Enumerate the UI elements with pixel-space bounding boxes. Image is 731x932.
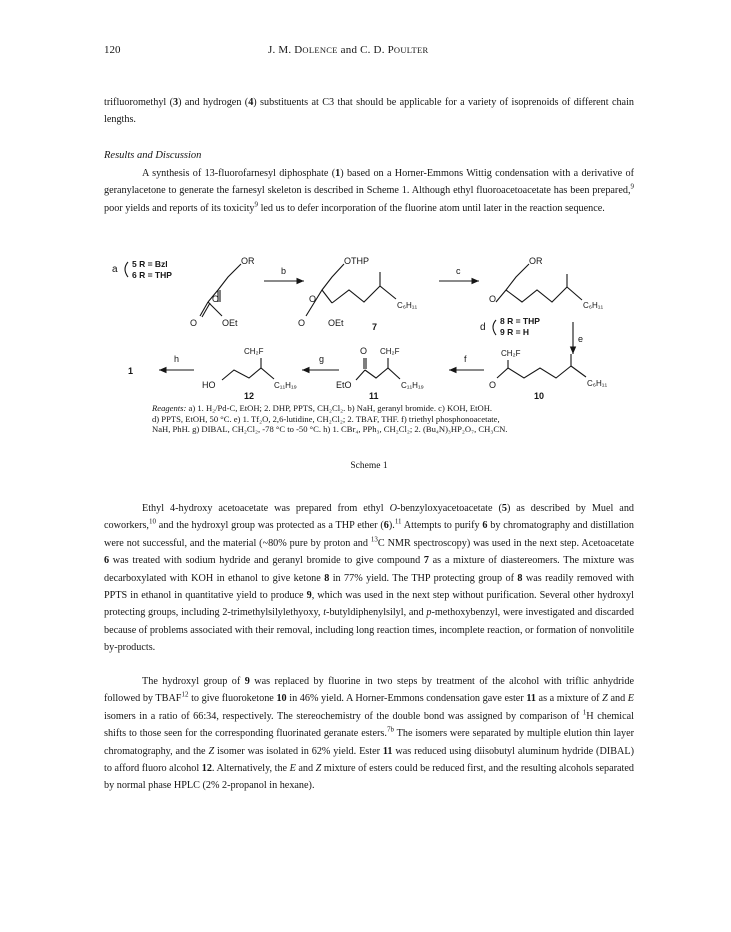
text-run: E bbox=[289, 763, 296, 775]
scheme-drawing bbox=[104, 250, 644, 400]
text-run: to give fluoroketone bbox=[188, 693, 277, 705]
section-heading: Results and Discussion bbox=[104, 150, 202, 161]
text-run: -benzyloxyacetoacetate ( bbox=[396, 503, 502, 514]
step-b: b bbox=[281, 266, 287, 276]
citation: 9 bbox=[630, 183, 634, 192]
reaction-scheme bbox=[104, 250, 644, 400]
text-run: , which was used in the next step without purification. Several other hydroxyl protecting groups, including 2-trimethylsilylethyoxy, bbox=[104, 590, 634, 619]
c6h11-label: C₆H₁₁ bbox=[583, 301, 604, 310]
text-run: t bbox=[323, 607, 327, 619]
text-run: was readily removed with PPTS in ethanol in quantitative yield to produce bbox=[104, 572, 634, 602]
r5-label: 5 R = Bzl bbox=[132, 259, 168, 269]
compound-ref: 6 bbox=[383, 520, 389, 532]
text-run: ). bbox=[388, 520, 395, 532]
compound-ref: 8 bbox=[324, 572, 330, 584]
paragraph-fluorination bbox=[104, 673, 634, 795]
compound-1-label: 1 bbox=[128, 366, 134, 376]
text-run: A synthesis of 13-fluorofarnesyl diphosphate ( bbox=[142, 168, 336, 179]
compound-ref: 12 bbox=[201, 763, 212, 775]
o-label: O bbox=[212, 294, 220, 304]
citation: 7b bbox=[386, 725, 394, 734]
text-run: O bbox=[389, 503, 397, 514]
o-label: O bbox=[309, 294, 317, 304]
citation: 12 bbox=[181, 691, 189, 700]
citation: 9 bbox=[254, 200, 259, 209]
compound-12-label: 12 bbox=[244, 391, 255, 400]
label-a: a bbox=[112, 264, 118, 275]
ch2f-label: CH₂F bbox=[244, 347, 264, 356]
compound-ref: 8 bbox=[517, 572, 523, 584]
text-run: trifluoromethyl ( bbox=[104, 97, 174, 108]
paragraph-synthesis-details bbox=[104, 500, 634, 657]
label-d: d bbox=[480, 322, 486, 333]
text-run: ) substituents at C3 that should be applicable for a variety of isoprenoids of different chain lengths. bbox=[104, 97, 635, 126]
reagents-line: NaH, PhH. g) DIBAL, CH₂Cl₂, -78 °C to -50 °C. h) 1. CBr₄, PPh₃, CH₂Cl₂; 2. (Bu₄N)₃HP₂O₇, CH₃CN. bbox=[152, 424, 508, 435]
citation: 11 bbox=[394, 518, 402, 527]
c6h11-label: C₆H₁₁ bbox=[587, 379, 608, 388]
o-label: O bbox=[298, 318, 306, 328]
running-head-part: OLENCE bbox=[302, 45, 338, 55]
text-run: The hydroxyl group of bbox=[142, 676, 245, 687]
text-run: E bbox=[627, 693, 635, 705]
text-run: and bbox=[295, 763, 316, 775]
r6-label: 6 R = THP bbox=[132, 270, 172, 280]
r9-label: 9 R = H bbox=[500, 327, 530, 337]
text-run: was replaced by fluorine in two steps by treatment of the alcohol with triflic anhydride followed by TBAF bbox=[104, 676, 634, 705]
text-run: as a mixture of bbox=[535, 693, 603, 705]
r8-label: 8 R = THP bbox=[500, 316, 540, 326]
compound-ref: 7 bbox=[423, 555, 429, 567]
text-run: ) based on a Horner-Emmons Wittig condensation with a derivative of geranylacetone to generate the farnesyl skeleton is described in Scheme 1. Although ethyl fluoroacetoacetate has been prepared, bbox=[104, 168, 634, 197]
text-run: in 77% yield. The THP protecting group of bbox=[329, 572, 518, 584]
ch2f-label: CH₂F bbox=[501, 349, 521, 358]
eto-label: EtO bbox=[336, 380, 352, 390]
compound-ref: 4 bbox=[248, 97, 254, 108]
running-head-part: J. M. D bbox=[268, 44, 303, 56]
text-run: led us to defer incorporation of the fluorine atom until later in the reaction sequence. bbox=[258, 202, 605, 214]
text-run: C NMR spectroscopy) was used in the next step. Acetoacetate bbox=[377, 537, 635, 549]
text-run: by chromatography and distillation were not successful, and the material (~80% pure by proton and bbox=[104, 520, 634, 549]
compound-ref: 10 bbox=[276, 693, 287, 705]
text-run: was treated with sodium hydride and geranyl bromide to give compound bbox=[109, 555, 424, 567]
reagents-note bbox=[152, 403, 622, 435]
othp-label: OTHP bbox=[344, 256, 370, 266]
compound-ref: 11 bbox=[526, 693, 536, 705]
compound-7-label: 7 bbox=[372, 322, 378, 332]
text-run: as a mixture of diastereomers. The mixture was decarboxylated with KOH in ethanol to give ketone bbox=[104, 555, 634, 584]
compound-11-label: 11 bbox=[369, 391, 379, 400]
step-c: c bbox=[456, 266, 461, 276]
step-f: f bbox=[464, 354, 467, 364]
text-run: -methoxybenzyl, were investigated and discarded because of problems associated with their removal, including long reaction times, incomplete reaction, or formation of nonvolitile by-products. bbox=[104, 607, 634, 654]
compound-ref: 11 bbox=[382, 745, 393, 757]
c11h19-label: C₁₁H₁₉ bbox=[274, 381, 297, 390]
ho-label: HO bbox=[202, 380, 216, 390]
text-run: H chemical shifts to those seen for the corresponding fluorinated geranate esters. bbox=[104, 710, 634, 740]
oet-label: OEt bbox=[222, 318, 238, 328]
running-head-part: and C. D. P bbox=[337, 44, 394, 56]
o-label: O bbox=[489, 294, 497, 304]
intro-paragraph bbox=[104, 94, 634, 129]
or-label: OR bbox=[241, 256, 255, 266]
text-run: isomers in a ratio of 66:34, respectively. The stereochemistry of the double bond was assigned by comparison of bbox=[104, 710, 583, 722]
step-e: e bbox=[578, 334, 584, 344]
reagents-line: a) 1. H₂/Pd-C, EtOH; 2. DHP, PPTS, CH₂Cl₂. b) NaH, geranyl bromide. c) KOH, EtOH. bbox=[186, 403, 493, 413]
text-run: . Alternatively, the bbox=[211, 763, 290, 775]
text-run: and the hydroxyl group was protected as a THP ether ( bbox=[155, 520, 384, 532]
o-label: O bbox=[489, 380, 497, 390]
text-run: poor yields and reports of its toxicity bbox=[104, 202, 255, 214]
text-run: Z bbox=[208, 745, 215, 757]
running-head bbox=[268, 44, 428, 56]
text-run: and bbox=[607, 693, 628, 705]
text-run: Z bbox=[602, 693, 608, 705]
text-run: in 46% yield. A Horner-Emmons condensation gave ester bbox=[286, 693, 527, 705]
o-label: O bbox=[360, 346, 368, 356]
text-run: ) as described by Muel and coworkers, bbox=[104, 503, 635, 532]
text-run: -butyldiphenylsilyl, and bbox=[326, 607, 427, 619]
compound-ref: 9 bbox=[306, 590, 312, 602]
citation: 10 bbox=[148, 518, 156, 527]
reagents-line: d) PPTS, EtOH, 50 °C. e) 1. Tf₂O, 2,6-lutidine, CH₂Cl₂; 2. TBAF, THF. f) triethyl phosphonoacetate, bbox=[152, 413, 500, 424]
isotope-mark: 13 bbox=[370, 535, 378, 544]
text-run: Ethyl 4-hydroxy acetoacetate was prepared from ethyl bbox=[142, 503, 390, 514]
compound-ref: 5 bbox=[501, 503, 507, 514]
running-head-part: OULTER bbox=[393, 45, 429, 55]
compound-ref: 9 bbox=[244, 676, 250, 687]
paragraph-synthesis-intro bbox=[104, 165, 634, 217]
compound-ref: 6 bbox=[482, 520, 488, 532]
text-run: The isomers were separated by multiple elution thin layer chromatography, and the bbox=[104, 728, 634, 757]
c11h19-label: C₁₁H₁₉ bbox=[401, 381, 424, 390]
reagents-label: Reagents: bbox=[152, 403, 187, 413]
text-run: p bbox=[426, 607, 432, 619]
text-run: was reduced using diisobutyl aluminum hydride (DIBAL) to afford fluoro alcohol bbox=[104, 745, 634, 775]
page-number: 120 bbox=[104, 44, 121, 56]
compound-ref: 3 bbox=[173, 97, 179, 108]
o-label: O bbox=[190, 318, 198, 328]
or-label: OR bbox=[529, 256, 543, 266]
ch2f-label: CH₂F bbox=[380, 347, 400, 356]
scheme-caption: Scheme 1 bbox=[350, 461, 388, 471]
compound-ref: 6 bbox=[104, 555, 110, 567]
text-run: Attempts to purify bbox=[401, 520, 483, 532]
oet-label: OEt bbox=[328, 318, 344, 328]
isotope-mark: 1 bbox=[582, 708, 587, 717]
step-g: g bbox=[319, 354, 325, 364]
compound-ref: 1 bbox=[335, 168, 341, 179]
step-h: h bbox=[174, 354, 180, 364]
c6h11-label: C₆H₁₁ bbox=[397, 301, 418, 310]
text-run: Z bbox=[315, 763, 322, 775]
text-run: isomer was isolated in 62% yield. Ester bbox=[214, 745, 383, 757]
text-run: ) and hydrogen ( bbox=[178, 97, 249, 108]
text-run: mixture of esters could be reduced first, and the resulting alcohols separated by normal phase HPLC (2% 2-propanol in hexane). bbox=[104, 763, 634, 792]
compound-10-label: 10 bbox=[534, 391, 545, 400]
